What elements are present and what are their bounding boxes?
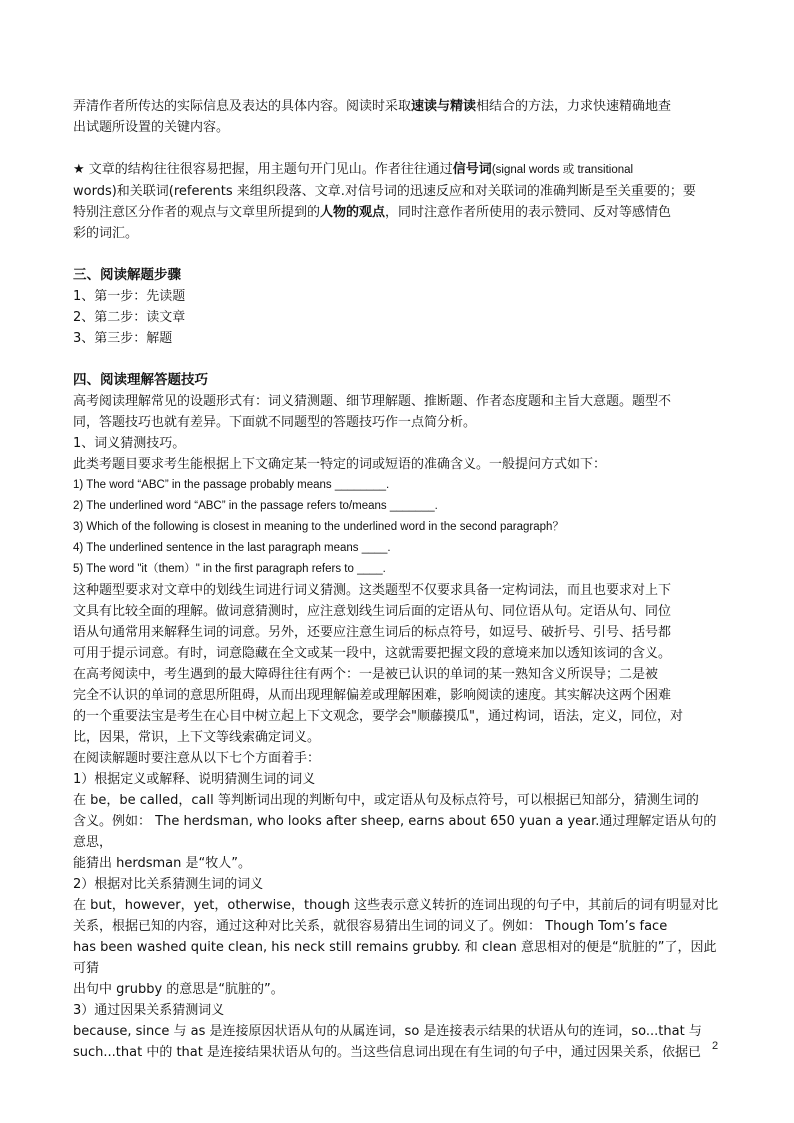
method-title: 1）根据定义或解释、说明猜测生词的词义: [73, 772, 316, 787]
intro-line: 出试题所设置的关键内容。: [73, 120, 230, 135]
structure-line: 彩的词汇。: [73, 226, 139, 241]
body-line: 在高考阅读中，考生遇到的最大障碍往往有两个：一是被已认识的单词的某一熟知含义所误导；二是被: [73, 667, 659, 682]
example-question: 1) The word “ABC” in the passage probably means ________.: [73, 479, 390, 491]
structure-line: ★ 文章的结构往往很容易把握，用主题句开门见山。作者往往通过信号词(signal words 或 transitional: [73, 162, 634, 177]
body-line: because, since 与 as 是连接原因状语从句的从属连词，so 是连接表示结果的状语从句的连词，so...that 与: [73, 1024, 702, 1039]
body-line: 语从句通常用来解释生词的词意。另外，还要应注意生词后的标点符号，如逗号、破折号、引号、括号都: [73, 625, 672, 640]
step-item: 3、第三步：解题: [73, 331, 173, 346]
body-line: 此类考题目要求考生能根据上下文确定某一特定的词或短语的准确含义。一般提问方式如下：: [73, 457, 607, 472]
example-question: 3) Which of the following is closest in meaning to the underlined word in the second paragraph？: [73, 521, 564, 533]
bold-term: 信号词: [452, 162, 492, 177]
section-heading: 三、阅读解题步骤: [73, 267, 181, 283]
document-page: [73, 96, 723, 1063]
body-line: 比，因果，常识，上下文等线索确定词义。: [73, 730, 321, 745]
body-line: 出句中 grubby 的意思是“肮脏的”。: [73, 982, 284, 997]
example-question: 4) The underlined sentence in the last paragraph means ____.: [73, 542, 391, 554]
example-question: 2) The underlined word “ABC” in the passage refers to/means _______.: [73, 500, 438, 512]
body-line: 高考阅读理解常见的设题形式有：词义猜测题、细节理解题、推断题、作者态度题和主旨大意题。题型不: [73, 394, 672, 409]
body-line: 含义。例如： The herdsman, who looks after sheep, earns about 650 yuan a year.通过理解定语从句的意思，: [73, 814, 717, 850]
structure-line: 特别注意区分作者的观点与文章里所提到的人物的观点，同时注意作者所使用的表示赞同、反对等感情色: [73, 205, 672, 220]
body-line: 关系，根据已知的内容，通过这种对比关系，就很容易猜出生词的词义了。例如： Though Tom’s face: [73, 919, 668, 934]
subsection-title: 1、词义猜测技巧。: [73, 436, 186, 451]
step-item: 1、第一步：先读题: [73, 289, 186, 304]
example-question: 5) The word "it（them）" in the first paragraph refers to ____.: [73, 563, 386, 575]
body-line: 在 be，be called，call 等判断词出现的判断句中，或定语从句及标点符号，可以根据已知部分，猜测生词的: [73, 793, 699, 808]
structure-line: words)和关联词(referents 来组织段落、文章.对信号词的迅速反应和对关联词的准确判断是至关重要的；要: [73, 184, 696, 199]
body-line: 完全不认识的单词的意思所阻碍，从而出现理解偏差或理解困难，影响阅读的速度。其实解决这两个困难: [73, 688, 672, 703]
body-line: 在阅读解题时要注意从以下七个方面着手：: [73, 751, 321, 766]
body-line: 在 but，however，yet，otherwise，though 这些表示意义转折的连词出现的句子中，其前后的词有明显对比: [73, 898, 719, 913]
bold-term: 速读与精读: [411, 99, 477, 114]
intro-line: 弄清作者所传达的实际信息及表达的具体内容。阅读时采取速读与精读相结合的方法，力求快速精确地查: [73, 99, 672, 114]
body-line: such...that 中的 that 是连接结果状语从句的。当这些信息词出现在有生词的句子中，通过因果关系，依据已: [73, 1045, 701, 1060]
section-heading: 四、阅读理解答题技巧: [73, 372, 208, 388]
page-number: 2: [712, 1040, 719, 1052]
body-line: 能猜出 herdsman 是“牧人”。: [73, 856, 251, 871]
body-line: 可用于提示词意。有时，词意隐藏在全文或某一段中，这就需要把握文段的意境来加以透知该词的含义。: [73, 646, 672, 661]
method-title: 3）通过因果关系猜测词义: [73, 1003, 225, 1018]
body-line: 同，答题技巧也就有差异。下面就不同题型的答题技巧作一点简分析。: [73, 415, 477, 430]
bold-term: 人物的观点: [320, 205, 386, 220]
body-line: 的一个重要法宝是考生在心目中树立起上下文观念，要学会"顺藤摸瓜"，通过构词，语法，定义，同位，对: [73, 709, 683, 724]
body-line: 文具有比较全面的理解。做词意猜测时，应注意划线生词后面的定语从句、同位语从句。定语从句、同位: [73, 604, 672, 619]
body-line: 这种题型要求对文章中的划线生词进行词义猜测。这类题型不仅要求具备一定构词法，而且也要求对上下: [73, 583, 672, 598]
step-item: 2、第二步：读文章: [73, 310, 186, 325]
body-line: has been washed quite clean, his neck still remains grubby. 和 clean 意思相对的便是“肮脏的”了，因此可猜: [73, 940, 717, 976]
method-title: 2）根据对比关系猜测生词的词义: [73, 877, 264, 892]
